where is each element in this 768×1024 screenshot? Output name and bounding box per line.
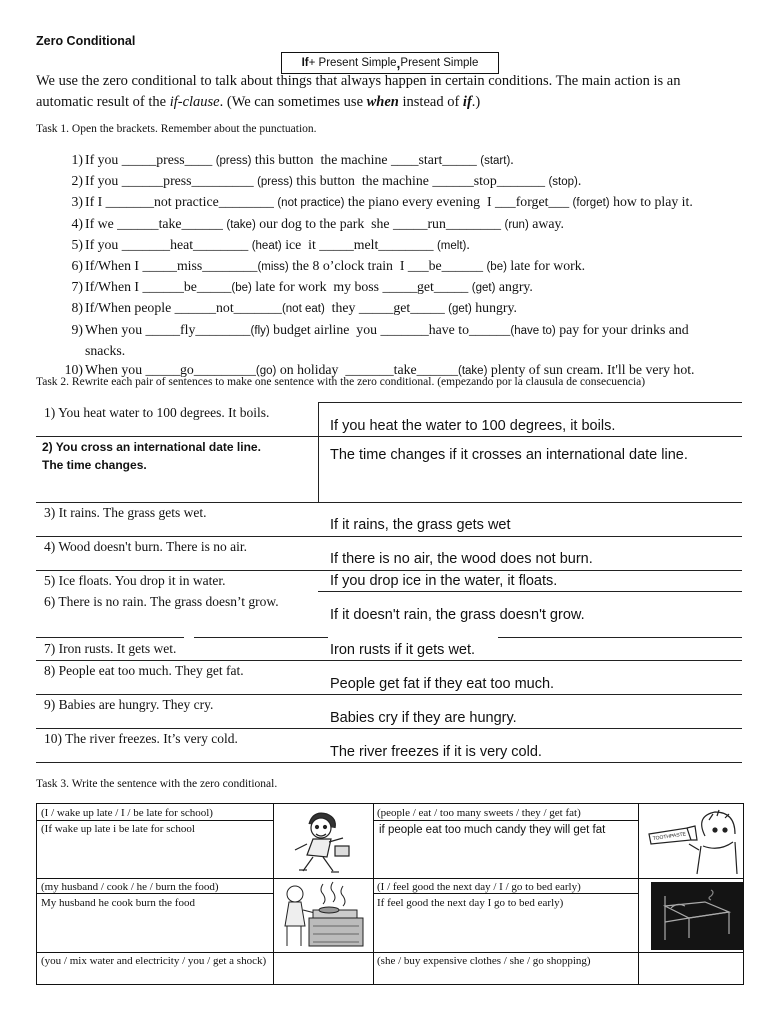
table-rule [638, 804, 639, 984]
item-hint: (have to) [510, 324, 556, 337]
item-text: . [577, 173, 582, 189]
task2-answer: If it doesn't rain, the grass doesn't grow. [330, 607, 585, 623]
task3-prompt: (she / buy expensive clothes / she / go shopping) [377, 955, 591, 967]
task1-item-4 [58, 214, 748, 235]
task2-answer: If you heat the water to 100 degrees, it boils. [330, 418, 616, 434]
item-text: If you ______press_________ [85, 173, 258, 189]
page-title: Zero Conditional [36, 34, 136, 48]
toothpaste-label: TOOTHPASTE [652, 831, 687, 842]
intro-text-2: . (We can sometimes use [219, 94, 367, 110]
item-hint: (stop) [548, 176, 578, 189]
item-number: 5) [71, 236, 83, 252]
item-hint: (run) [504, 218, 529, 231]
task1-item-6 [58, 256, 748, 277]
item-hint: (take) [226, 218, 256, 231]
intro-if: if [462, 94, 472, 110]
task2-question: 7) Iron rusts. It gets wet. [44, 641, 177, 656]
table-rule [373, 820, 638, 821]
item-number: 10) [64, 362, 83, 378]
item-number: 6) [71, 258, 83, 274]
task2-question: 1) You heat water to 100 degrees. It boils. [44, 405, 270, 420]
item-text: If/When I ______be_____ [85, 279, 232, 295]
task2-table [36, 402, 742, 762]
table-rule [37, 952, 743, 953]
item-text: this button the machine ____start_____ [251, 152, 481, 167]
item-hint: (forget) [572, 197, 610, 210]
item-text: late for work. [506, 258, 586, 274]
task2-answer: If it rains, the grass gets wet [330, 517, 511, 533]
task1-item-8 [58, 298, 748, 319]
item-text: our dog to the park she _____run________ [255, 215, 505, 231]
table-rule [37, 820, 273, 821]
item-number: 9) [71, 321, 83, 337]
item-hint: (be) [231, 282, 252, 295]
table-rule [318, 402, 742, 403]
task2-answer: Iron rusts if it gets wet. [330, 642, 476, 658]
task2-question: 4) Wood doesn't burn. There is no air. [44, 539, 247, 554]
item-text: . [510, 152, 514, 167]
item-hint: (fly) [250, 324, 270, 337]
task2-question: 10) The river freezes. It’s very cold. [44, 731, 238, 746]
item-text: When you _____go_________ [85, 362, 256, 378]
task1-item-5 [58, 235, 748, 256]
intro-if-clause: if-clause [169, 94, 220, 110]
task3-answer: if people eat too much candy they will get fat [379, 824, 606, 836]
item-text: they _____get_____ [324, 300, 449, 316]
item-text: on holiday _______take______ [276, 362, 459, 378]
task2-heading: Task 2. Rewrite each pair of sentences to make one sentence with the zero conditional. (empezando por la clausula de consecuencia) [36, 376, 646, 388]
task1-item-2 [58, 171, 748, 192]
item-hint: (get) [471, 282, 496, 295]
item-hint: (go) [255, 365, 277, 378]
item-number: 4) [71, 215, 83, 231]
formula-part2: Present Simple [400, 57, 479, 69]
task3-answer: My husband he cook burn the food [41, 897, 195, 909]
task3-answer: If feel good the next day I go to bed early) [377, 897, 564, 909]
intro-text-1: We use the zero conditional to talk about things that always happen in certain conditions. The main action is an automatic result of the [36, 73, 681, 110]
formula-comma: , [396, 55, 401, 71]
item-number: 8) [71, 300, 83, 316]
intro-text-4: .) [471, 94, 481, 110]
table-rule [36, 502, 742, 503]
item-text: the 8 o’clock train I ___be______ [288, 258, 487, 274]
item-text: plenty of sun cream. It'll be very hot. [487, 362, 695, 378]
task1-item-7 [58, 277, 748, 298]
item-hint: (not practice) [277, 197, 345, 210]
item-text: If I _______not practice________ [85, 194, 278, 210]
item-hint: (get) [448, 303, 472, 316]
task2-question: 9) Babies are hungry. They cry. [44, 697, 214, 712]
task2-question: 6) There is no rain. The grass doesn’t grow. [44, 594, 279, 609]
task3-table [36, 803, 744, 985]
task2-answer: People get fat if they eat too much. [330, 676, 555, 692]
boy-running-late-illustration [285, 806, 361, 876]
item-text: this button the machine ______stop_______ [292, 173, 549, 189]
item-hint: (melt) [436, 239, 467, 252]
task1-item-3 [58, 192, 748, 213]
item-hint: (miss) [257, 261, 289, 274]
task3-prompt: (you / mix water and electricity / you / get a shock) [41, 955, 267, 967]
task3-answer: (If wake up late i be late for school [41, 823, 195, 835]
item-text: angry. [495, 279, 533, 295]
item-text: ice it _____melt________ [281, 236, 437, 252]
task3-prompt: (I / feel good the next day / I / go to bed early) [377, 881, 581, 893]
intro-paragraph [36, 71, 736, 113]
item-text: If we ______take______ [85, 215, 227, 231]
table-rule [36, 637, 184, 638]
task2-question: 8) People eat too much. They get fat. [44, 663, 244, 678]
item-hint: (start) [480, 155, 511, 167]
task2-answer: The time changes if it crosses an international date line. [330, 447, 688, 463]
item-text: pay for your drinks and snacks. [85, 321, 693, 358]
item-text: If/When people ______not_______ [85, 300, 282, 316]
task2-question: 5) Ice floats. You drop it in water. [44, 573, 226, 588]
task2-answer: If there is no air, the wood does not burn. [330, 551, 593, 567]
task2-question: 2) You cross an international date line. The time changes. [42, 440, 261, 472]
item-text: the piano every evening I ___forget___ [344, 194, 573, 210]
task1-item-1 [58, 150, 748, 171]
task2-answer: The river freezes if it is very cold. [330, 744, 542, 760]
intro-text-3: instead of [398, 94, 463, 110]
item-text: late for work my boss _____get_____ [251, 279, 472, 295]
formula-if: If [301, 57, 309, 69]
item-hint: (take) [458, 365, 488, 378]
item-text: If you _______heat________ [85, 236, 252, 252]
item-text: hungry. [471, 300, 517, 316]
item-hint: (press) [215, 155, 252, 167]
item-text: away. [528, 215, 564, 231]
item-text: If/When I _____miss________ [85, 258, 258, 274]
item-number: 7) [71, 279, 83, 295]
item-text: When you _____fly________ [85, 321, 251, 337]
item-hint: (press) [257, 176, 293, 189]
item-hint: (be) [486, 261, 507, 274]
item-hint: (heat) [251, 239, 282, 252]
burning-food-illustration [279, 880, 369, 950]
item-text: budget airline you _______have to______ [269, 321, 511, 337]
item-text: . [466, 236, 470, 252]
table-rule [373, 804, 374, 984]
kid-eating-toothpaste-illustration [643, 806, 739, 876]
intro-when: when [366, 94, 399, 110]
bed-icon [651, 882, 743, 950]
table-rule [273, 804, 274, 984]
item-number: 1) [71, 152, 83, 167]
task3-prompt: (I / wake up late / I / be late for school) [41, 807, 213, 819]
item-hint: (not eat) [281, 303, 325, 316]
item-number: 2) [71, 173, 83, 189]
sleeping-in-bed-illustration [651, 882, 743, 950]
task2-answer: If you drop ice in the water, it floats. [330, 573, 558, 589]
table-rule [37, 878, 743, 879]
formula-part1: + Present Simple [308, 57, 397, 69]
item-text: how to play it. [609, 194, 693, 210]
task2-question: 3) It rains. The grass gets wet. [44, 505, 207, 520]
item-text: If you _____press____ [85, 152, 216, 167]
table-rule [194, 637, 328, 638]
task1-list [58, 150, 748, 381]
task3-prompt: (my husband / cook / he / burn the food) [41, 881, 219, 893]
task1-heading: Task 1. Open the brackets. Remember about the punctuation. [36, 123, 317, 135]
task3-prompt: (people / eat / too many sweets / they / get fat) [377, 807, 581, 819]
task2-answer: Babies cry if they are hungry. [330, 710, 517, 726]
task1-item-9 [58, 320, 748, 360]
task3-heading: Task 3. Write the sentence with the zero conditional. [36, 778, 278, 790]
item-number: 3) [71, 194, 83, 210]
